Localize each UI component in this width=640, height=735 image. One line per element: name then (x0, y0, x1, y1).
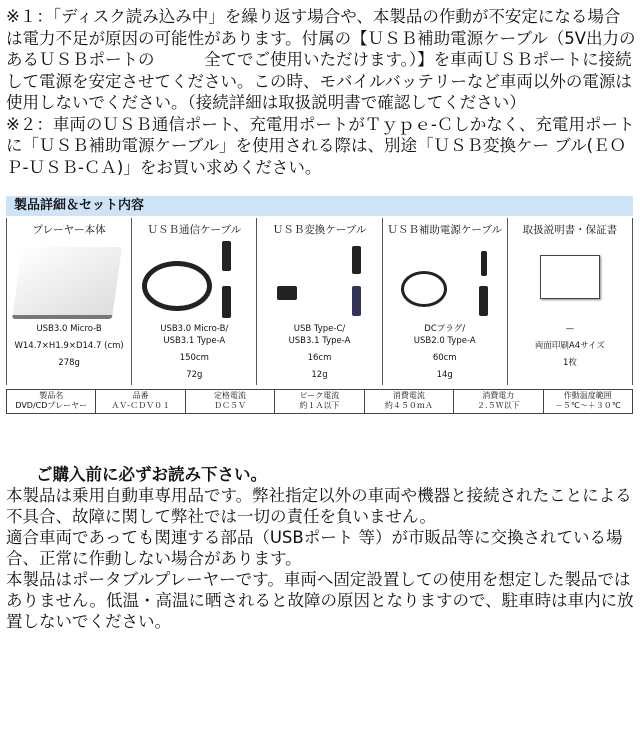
precautions-heading: ご購入前に必ずお読み下さい。 (36, 465, 267, 484)
item-title: 取扱説明書・保証書 (522, 224, 618, 236)
item-length: 60cm (432, 353, 457, 363)
item-quantity: 1枚 (562, 358, 577, 368)
spec-key: 作動温度範囲 (563, 391, 612, 400)
precaution-text: 適合車両であっても関連する部品（USBポート 等）が市販品等に交換されている場合、正常に作動しない場合があります。 (6, 528, 623, 568)
spec-cell (274, 390, 363, 413)
spec-value: 約４５０ｍＡ (384, 401, 433, 410)
spec-cell (7, 390, 95, 413)
spec-cell (453, 390, 542, 413)
precautions (6, 464, 636, 632)
spec-key: 製品名 (39, 391, 64, 400)
item-title: ＵＳＢ補助電源ケーブル (387, 224, 502, 236)
spec-value: ＡＶ-ＣＤＶ０１ (111, 401, 171, 410)
spec-cell (95, 390, 184, 413)
spec-value: DVD/CDプレーヤー (15, 401, 88, 410)
item-spec: — (565, 324, 575, 334)
player-image (7, 241, 131, 319)
usb-cable-image (132, 241, 256, 319)
section-title: 製品詳細＆セット内容 (6, 196, 633, 216)
item-spec: USB2.0 Type-A (413, 336, 476, 346)
spec-key: 品番 (132, 391, 149, 400)
item-spec: USB3.0 Micro-B/ (160, 324, 229, 334)
item-spec: USB3.1 Type-A (288, 336, 351, 346)
item-length: 16cm (307, 353, 332, 363)
item-weight: 278g (58, 358, 80, 368)
item-manual (507, 218, 633, 385)
spec-key: ピーク電流 (299, 391, 340, 400)
item-title: ＵＳＢ通信ケーブル (147, 224, 242, 236)
spec-value: ２.５Ｗ以下 (477, 401, 520, 410)
adapter-cable-image (257, 241, 381, 319)
spec-cell (364, 390, 453, 413)
item-spec: USB Type-C/ (293, 324, 346, 334)
item-length: 150cm (179, 353, 209, 363)
spec-value: －５℃～＋３０℃ (554, 401, 621, 410)
note-1: ※１：「ディスク読み込み中」を繰り返す場合や、本製品の作動が不安定になる場合は電力不足が原因の可能性があります。付属の【ＵＳＢ補助電源ケーブル（5V出力のあるＵＳＢポートの 全てでご使用いただけます。）】を車両ＵＳＢポートに接続して電源を安定させてください。この時、モバイルバッテリーなど車両以外の電源は使用しないでください。（接続詳細は取扱説明書で確認してください） (6, 7, 636, 112)
item-usb-cable (131, 218, 256, 385)
item-adapter-cable (256, 218, 381, 385)
set-contents (6, 218, 633, 385)
item-player (6, 218, 131, 385)
power-cable-image (383, 241, 507, 319)
item-title: プレーヤー本体 (32, 224, 106, 236)
notes (6, 6, 636, 178)
spec-cell (185, 390, 274, 413)
item-size: W14.7×H1.9×D14.7 (cm) (14, 341, 124, 351)
spec-key: 定格電流 (214, 391, 247, 400)
item-power-cable (382, 218, 507, 385)
spec-key: 消費電力 (482, 391, 515, 400)
spec-table (6, 389, 633, 414)
precaution-text: 本製品はポータブルプレーヤーです。車両へ固定設置しての使用を想定した製品ではありません。低温・高温に晒されると故障の原因となりますので、駐車時は車内に放置しないでください。 (6, 570, 634, 631)
spec-value: ＤＣ５Ｖ (214, 401, 247, 410)
item-weight: 12g (311, 370, 328, 380)
item-spec: 両面印刷A4サイズ (534, 341, 605, 351)
precaution-text: 本製品は乗用自動車専用品です。弊社指定以外の車両や機器と接続されたことによる不具合、故障に関して弊社では一切の責任を負いません。 (6, 486, 632, 526)
manual-image (508, 241, 632, 319)
note-2: ※２：車両のＵＳＢ通信ポート、充電用ポートがＴｙｐｅ-Ｃしかなく、充電用ポートに「ＵＳＢ補助電源ケーブル」を使用される際は、別途「ＵＳＢ変換ケー ブル(ＥＯＰ-ＵＳＢ-ＣＡ)」をお買い求めください。 (6, 114, 635, 177)
item-spec: USB3.1 Type-A (163, 336, 226, 346)
item-weight: 72g (186, 370, 203, 380)
spec-value: 約１Ａ以下 (299, 401, 340, 410)
item-weight: 14g (436, 370, 453, 380)
item-title: ＵＳＢ変換ケーブル (272, 224, 367, 236)
spec-key: 消費電流 (392, 391, 425, 400)
item-spec: USB3.0 Micro-B (36, 324, 102, 334)
spec-cell (543, 390, 632, 413)
item-spec: DCプラグ/ (424, 324, 466, 334)
